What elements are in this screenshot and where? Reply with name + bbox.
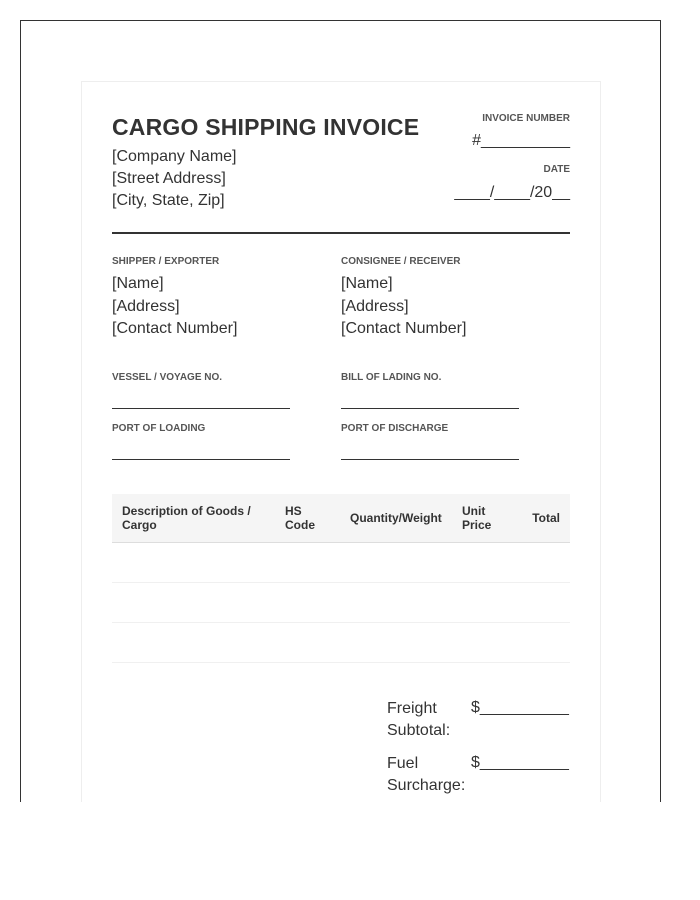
table-cell[interactable] [512,622,570,662]
date-label: DATE [543,164,570,175]
shipper-block [112,273,237,341]
shipper-contact[interactable]: [Contact Number] [112,320,238,337]
consignee-contact[interactable]: [Contact Number] [341,320,467,337]
table-row [112,622,570,662]
port-of-loading-label: PORT OF LOADING [112,423,206,434]
consignee-name[interactable]: [Name] [341,275,393,292]
vessel-field[interactable] [112,408,290,409]
port-of-discharge-field[interactable] [341,459,519,460]
fuel-label-line2: Surcharge: [387,777,466,794]
bill-of-lading-label: BILL OF LADING NO. [341,372,442,383]
fuel-surcharge-label [387,753,471,797]
fuel-label-line1: Fuel [387,755,419,772]
header-divider [112,232,570,234]
freight-subtotal-field[interactable]: $__________ [471,699,569,716]
invoice-number-label: INVOICE NUMBER [482,113,570,124]
freight-subtotal-label [387,698,471,742]
table-cell[interactable] [340,582,452,622]
table-cell[interactable] [452,622,512,662]
company-name[interactable]: [Company Name] [112,148,237,165]
goods-table-header-row [112,494,570,542]
table-cell[interactable] [112,582,275,622]
col-total: Total [512,494,570,542]
company-street[interactable]: [Street Address] [112,170,226,187]
table-cell[interactable] [340,542,452,582]
date-field[interactable]: ____/____/20__ [454,184,570,201]
freight-label-line2: Subtotal: [387,722,451,739]
table-cell[interactable] [112,622,275,662]
freight-label-line1: Freight [387,700,437,717]
table-cell[interactable] [340,622,452,662]
shipper-name[interactable]: [Name] [112,275,164,292]
vessel-label: VESSEL / VOYAGE NO. [112,372,223,383]
table-row [112,542,570,582]
company-city[interactable]: [City, State, Zip] [112,192,225,209]
table-row [112,582,570,622]
invoice-title: CARGO SHIPPING INVOICE [112,114,420,140]
col-unit-price: Unit Price [452,494,512,542]
table-cell[interactable] [275,622,340,662]
table-cell[interactable] [452,582,512,622]
table-cell[interactable] [275,542,340,582]
table-cell[interactable] [452,542,512,582]
port-of-discharge-label: PORT OF DISCHARGE [341,423,449,434]
shipper-label: SHIPPER / EXPORTER [112,256,220,267]
table-cell[interactable] [112,542,275,582]
table-cell[interactable] [512,582,570,622]
col-quantity-weight: Quantity/Weight [340,494,452,542]
goods-table [112,494,570,663]
col-description: Description of Goods / Cargo [112,494,275,542]
port-of-loading-field[interactable] [112,459,290,460]
col-hs-code: HS Code [275,494,340,542]
shipper-address[interactable]: [Address] [112,297,180,315]
table-cell[interactable] [275,582,340,622]
company-block [112,146,237,212]
fuel-surcharge-field[interactable]: $__________ [471,754,569,771]
invoice-number-field[interactable]: #__________ [472,132,570,149]
consignee-address[interactable]: [Address] [341,297,409,315]
bill-of-lading-field[interactable] [341,408,519,409]
consignee-label: CONSIGNEE / RECEIVER [341,256,461,267]
consignee-block [341,273,466,341]
table-cell[interactable] [512,542,570,582]
